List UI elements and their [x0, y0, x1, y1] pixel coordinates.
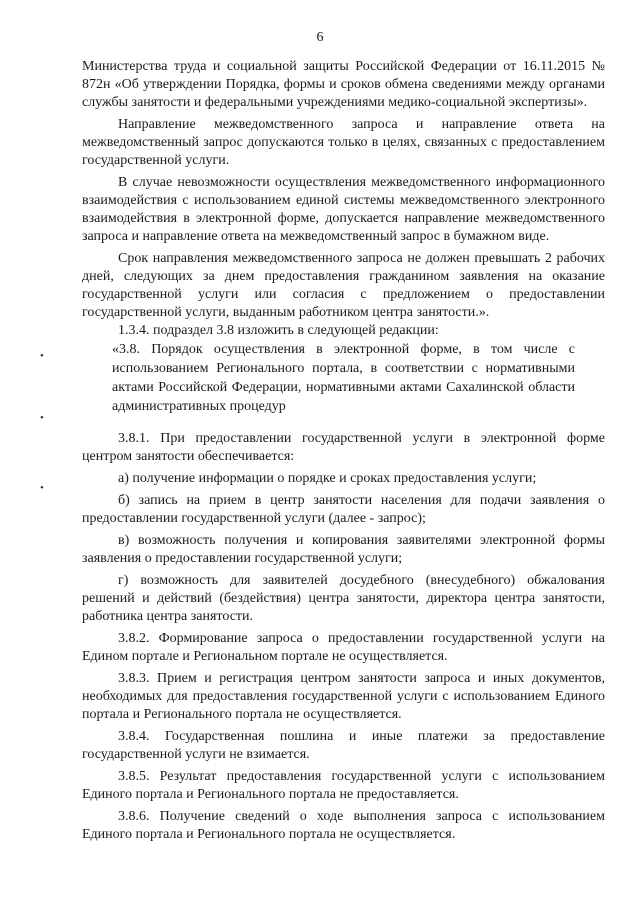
paragraph: 3.8.1. При предоставлении государственной услуги в электронной форме центром занятости обеспечивается:: [82, 431, 605, 464]
list-item: г) возможность для заявителей досудебного (внесудебного) обжалования решений и действий (бездействия) центра занятости, директора центра занятости, работника центра занятости.: [82, 573, 605, 624]
list-item: б) запись на прием в центр занятости населения для подачи заявления о предоставлении государственной услуги (далее - запрос);: [82, 493, 605, 526]
margin-mark: •: [40, 482, 44, 494]
paragraph: 1.3.4. подраздел 3.8 изложить в следующей редакции:: [118, 323, 439, 338]
paragraph: Министерства труда и социальной защиты Российской Федерации от 16.11.2015 № 872н «Об утверждении Порядка, формы и сроков обмена сведениями между органами службы занятости и федеральными учреждениями медико-социальной экспертизы».: [82, 59, 605, 110]
document-body: [82, 58, 605, 844]
page-number: 6: [316, 30, 324, 45]
list-item: а) получение информации о порядке и сроках предоставления услуги;: [118, 471, 537, 486]
margin-mark: •: [40, 350, 44, 362]
margin-mark: •: [40, 412, 44, 424]
paragraph: 3.8.3. Прием и регистрация центром занятости запроса и иных документов, необходимых для предоставления государственной услуги с использованием Единого портала и Регионального портала не осуществляется.: [82, 671, 605, 722]
paragraph: Срок направления межведомственного запроса не должен превышать 2 рабочих дней, следующих за днем предоставления гражданином заявления на оказание государственной услуги или согласия с предложением о предоставлении государственной услуги, выданным работником центра занятости.».: [82, 251, 605, 320]
list-item: в) возможность получения и копирования заявителями электронной формы заявления о предоставлении государственной услуги;: [82, 533, 605, 566]
spacer: [82, 416, 605, 430]
paragraph: В случае невозможности осуществления межведомственного информационного взаимодействия с использованием единой системы межведомственного электронного взаимодействия в электронной форме, допускается направление межведомственного запроса и направление ответа на межведомственный запрос в бумажном виде.: [82, 175, 605, 244]
paragraph: 3.8.2. Формирование запроса о предоставлении государственной услуги на Едином портале и Региональном портале не осуществляется.: [82, 631, 605, 664]
paragraph: 3.8.4. Государственная пошлина и иные платежи за предоставление государственной услуги не взимается.: [82, 729, 605, 762]
paragraph: 3.8.6. Получение сведений о ходе выполнения запроса с использованием Единого портала и Регионального портала не осуществляется.: [82, 809, 605, 842]
paragraph: 3.8.5. Результат предоставления государственной услуги с использованием Единого портала и Регионального портала не предоставляется.: [82, 769, 605, 802]
paragraph: Направление межведомственного запроса и направление ответа на межведомственный запрос допускаются только в целях, связанных с предоставлением государственной услуги.: [82, 117, 605, 168]
section-heading: «3.8. Порядок осуществления в электронной форме, в том числе с использованием Регионального портала, в соответствии с нормативными актами Российской Федерации, нормативными актами Сахалинской области административных процедур: [112, 342, 575, 414]
